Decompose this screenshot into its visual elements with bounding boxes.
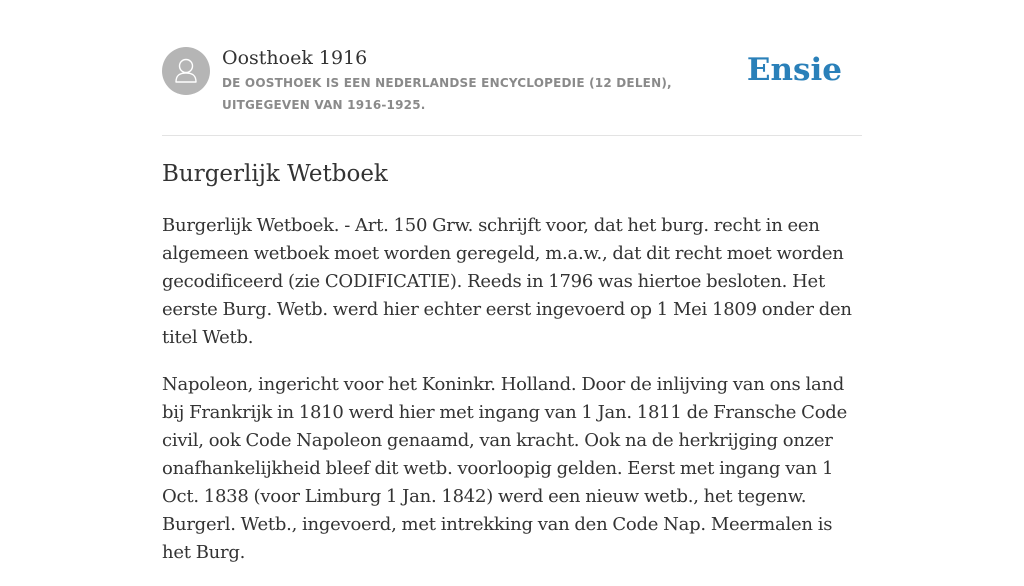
source-description: DE OOSTHOEK IS EEN NEDERLANDSE ENCYCLOPEDIE (12 DELEN), UITGEGEVEN VAN 1916-1925. [222,76,672,112]
user-avatar-icon[interactable] [162,47,210,95]
source-title[interactable]: Oosthoek 1916 [222,47,368,69]
article-title: Burgerlijk Wetboek [162,161,388,187]
article-paragraph: Burgerlijk Wetboek. - Art. 150 Grw. schrijft voor, dat het burg. recht in een algemeen wetboek moet worden geregeld, m.a.w., dat dit recht moet worden gecodificeerd (zie CODIFICATIE). Reeds in 1796 was hiertoe besloten. Het eerste Burg. Wetb. werd hier echter eerst ingevoerd op 1 Mei 1809 onder den titel Wetb. [162,215,852,348]
brand-logo-link[interactable]: Ensie [746,52,842,88]
article-body [162,212,862,586]
source-header [162,44,862,136]
article-paragraph: Napoleon, ingericht voor het Koninkr. Holland. Door de inlijving van ons land bij Frankrijk in 1810 werd hier met ingang van 1 Jan. 1811 de Fransche Code civil, ook Code Napoleon genaamd, van kracht. Ook na de herkrijging onzer onafhankelijkheid bleef dit wetb. voorloopig gelden. Eerst met ingang van 1 Oct. 1838 (voor Limburg 1 Jan. 1842) werd een nieuw wetb., het tegenw. Burgerl. Wetb., ingevoerd, met intrekking van den Code Nap. Meermalen is het Burg. [162,374,847,563]
